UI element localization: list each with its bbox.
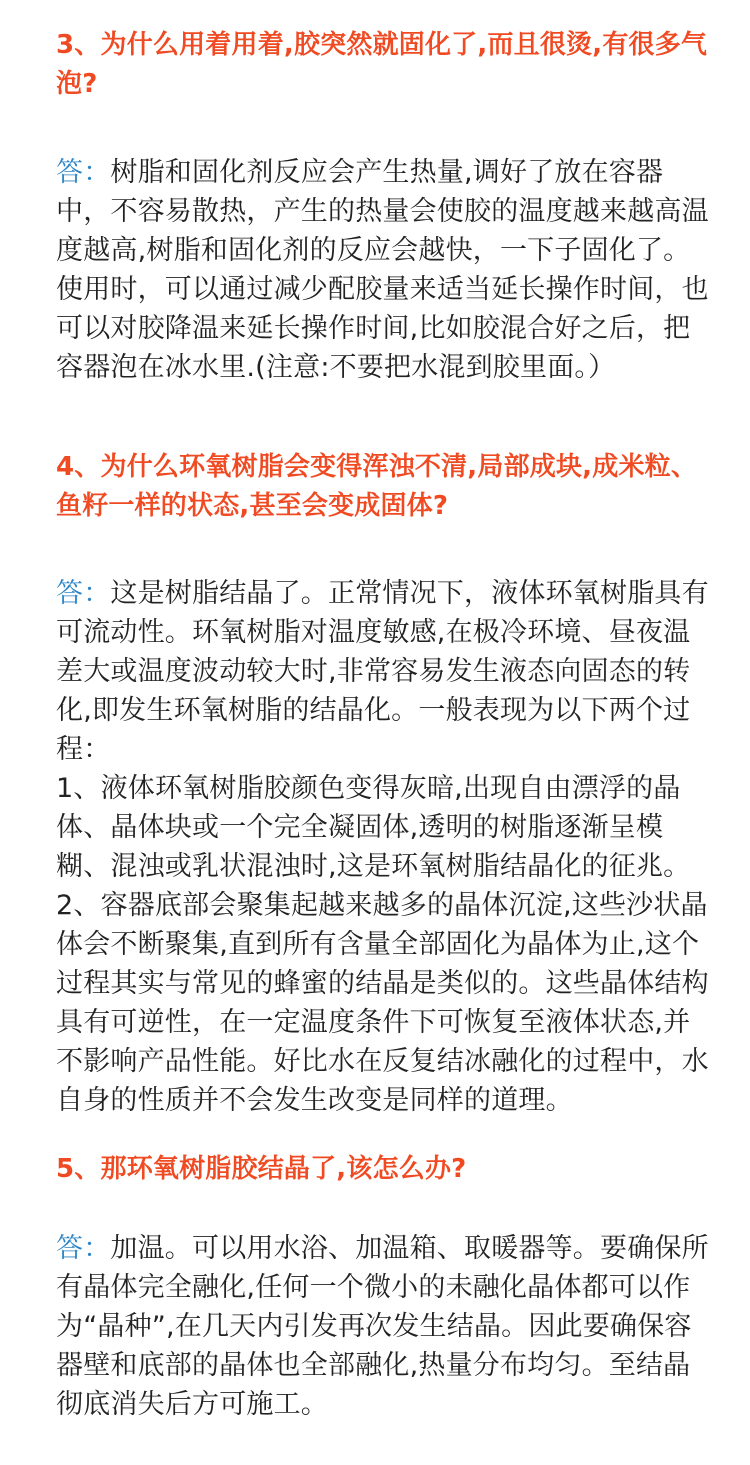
question-3-heading: 3、为什么用着用着,胶突然就固化了,而且很烫,有很多气泡? <box>56 30 708 99</box>
answer-4 <box>56 574 716 1120</box>
answer-5-text: 加温。可以用水浴、加温箱、取暖器等。要确保所有晶体完全融化,任何一个微小的未融化晶体都可以作为“晶种”,在几天内引发再次发生结晶。因此要确保容器壁和底部的晶体也全部融化,热量分布均匀。至结晶彻底消失后方可施工。 <box>56 1233 709 1420</box>
answer-3-text: 树脂和固化剂反应会产生热量,调好了放在容器中，不容易散热，产生的热量会使胶的温度越来越高温度越高,树脂和固化剂的反应会越快，一下子固化了。使用时，可以通过减少配胶量来适当延长操作时间，也可以对胶降温来延长操作时间,比如胶混合好之后，把容器泡在冰水里.(注意:不要把水混到胶里面。） <box>56 157 709 383</box>
answer-4-text: 这是树脂结晶了。正常情况下，液体环氧树脂具有可流动性。环氧树脂对温度敏感,在极冷环境、昼夜温差大或温度波动较大时,非常容易发生液态向固态的转化,即发生环氧树脂的结晶化。一般表现为以下两个过程： 1、液体环氧树脂胶颜色变得灰暗,出现自由漂浮的晶体、晶体块或一个完全凝固体,透明的树脂逐渐呈模糊、混浊或乳状混浊时,这是环氧树脂结晶化的征兆。 2、容器底部会聚集起越来越多的晶体沉淀,这些沙状晶体会不断聚集,直到所有含量全部固化为晶体为止,这个过程其实与常见的蜂蜜的结晶是类似的。这些晶体结构具有可逆性，在一定温度条件下可恢复至液体状态,并不影响产品性能。好比水在反复结冰融化的过程中，水自身的性质并不会发生改变是同样的道理。 <box>56 578 709 1116</box>
question-5-heading: 5、那环氧树脂胶结晶了,该怎么办? <box>56 1154 467 1184</box>
answer-label: 答： <box>56 578 111 609</box>
question-4-heading: 4、为什么环氧树脂会变得浑浊不清,局部成块,成米粒、鱼籽一样的状态,甚至会变成固体? <box>56 452 698 521</box>
answer-3 <box>56 153 716 387</box>
answer-5 <box>56 1229 716 1424</box>
answer-label: 答： <box>56 1233 111 1264</box>
answer-label: 答： <box>56 157 111 188</box>
